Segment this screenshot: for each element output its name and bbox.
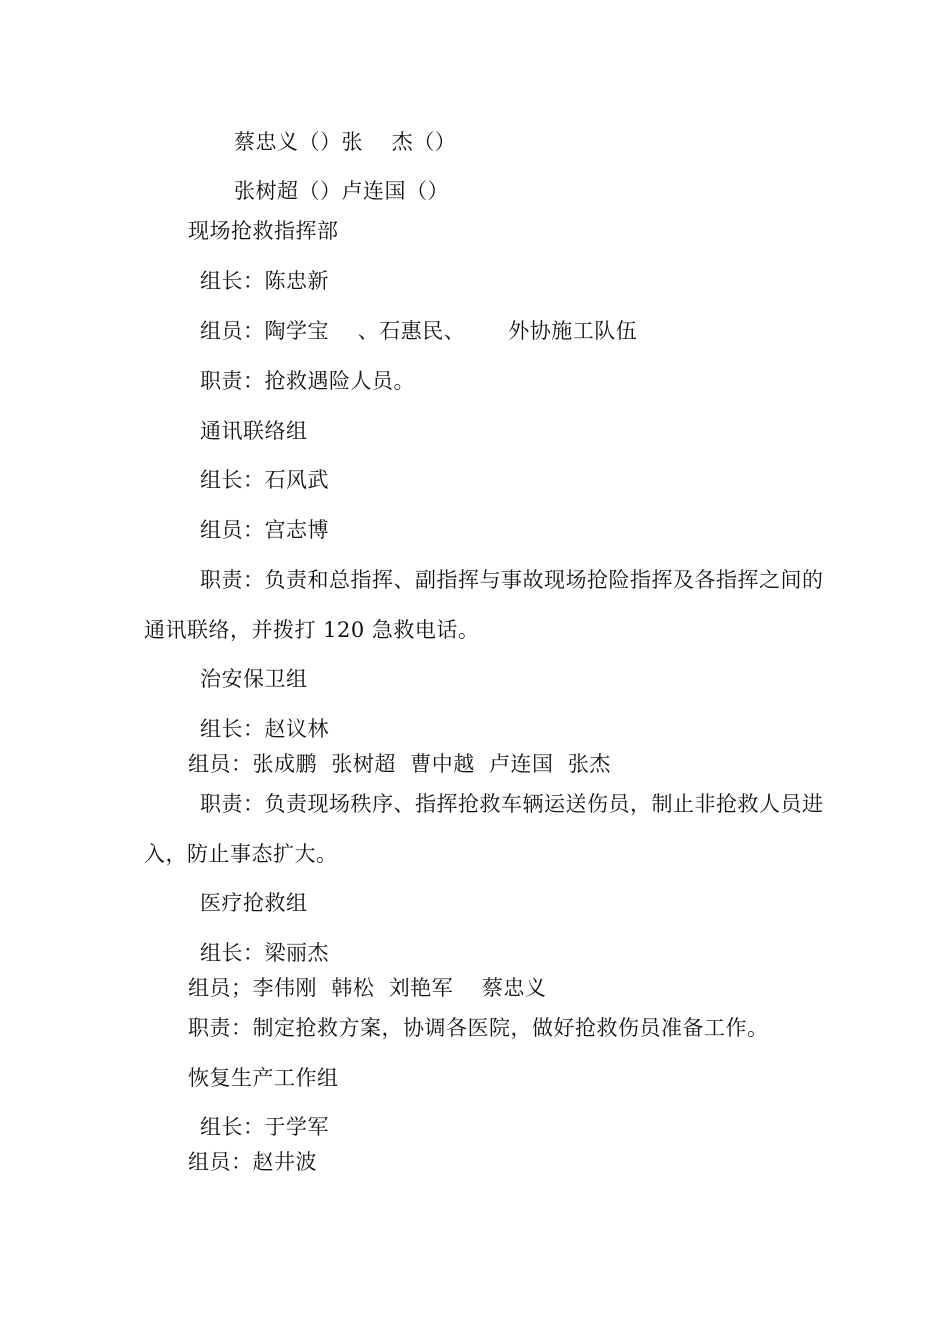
communication-leader: 组长：石风武 [200,468,329,492]
rescue-leader: 组长：陈忠新 [200,269,329,293]
section-heading-production-recovery: 恢复生产工作组 [188,1066,339,1090]
attendee-line-2: 张树超（）卢连国（） [234,179,449,203]
medical-duty: 职责：制定抢救方案，协调各医院，做好抢救伤员准备工作。 [188,1016,769,1040]
production-leader: 组长：于学军 [200,1115,329,1139]
attendee-line-1: 蔡忠义（）张 杰（） [234,130,457,154]
rescue-duty: 职责：抢救遇险人员。 [200,369,415,393]
medical-leader: 组长：梁丽杰 [200,941,329,965]
security-leader: 组长：赵议林 [200,717,329,741]
security-duty-cont: 入，防止事态扩大。 [144,842,338,866]
production-members: 组员：赵井波 [188,1150,317,1174]
rescue-members: 组员：陶学宝 、石惠民、 外协施工队伍 [200,319,638,343]
section-heading-communication: 通讯联络组 [200,419,308,443]
security-duty: 职责：负责现场秩序、指挥抢救车辆运送伤员，制止非抢救人员进 [200,792,824,816]
section-heading-medical: 医疗抢救组 [200,891,308,915]
section-heading-security: 治安保卫组 [200,667,308,691]
communication-duty-cont: 通讯联络，并拨打 120 急救电话。 [144,618,480,642]
security-members: 组员：张成鹏 张树超 曹中越 卢连国 张杰 [188,752,611,776]
medical-members: 组员；李伟刚 韩松 刘艳军 蔡忠义 [188,976,547,1000]
communication-members: 组员：宫志博 [200,518,329,542]
communication-duty: 职责：负责和总指挥、副指挥与事故现场抢险指挥及各指挥之间的 [200,568,824,592]
section-heading-rescue-command: 现场抢救指挥部 [188,219,339,243]
